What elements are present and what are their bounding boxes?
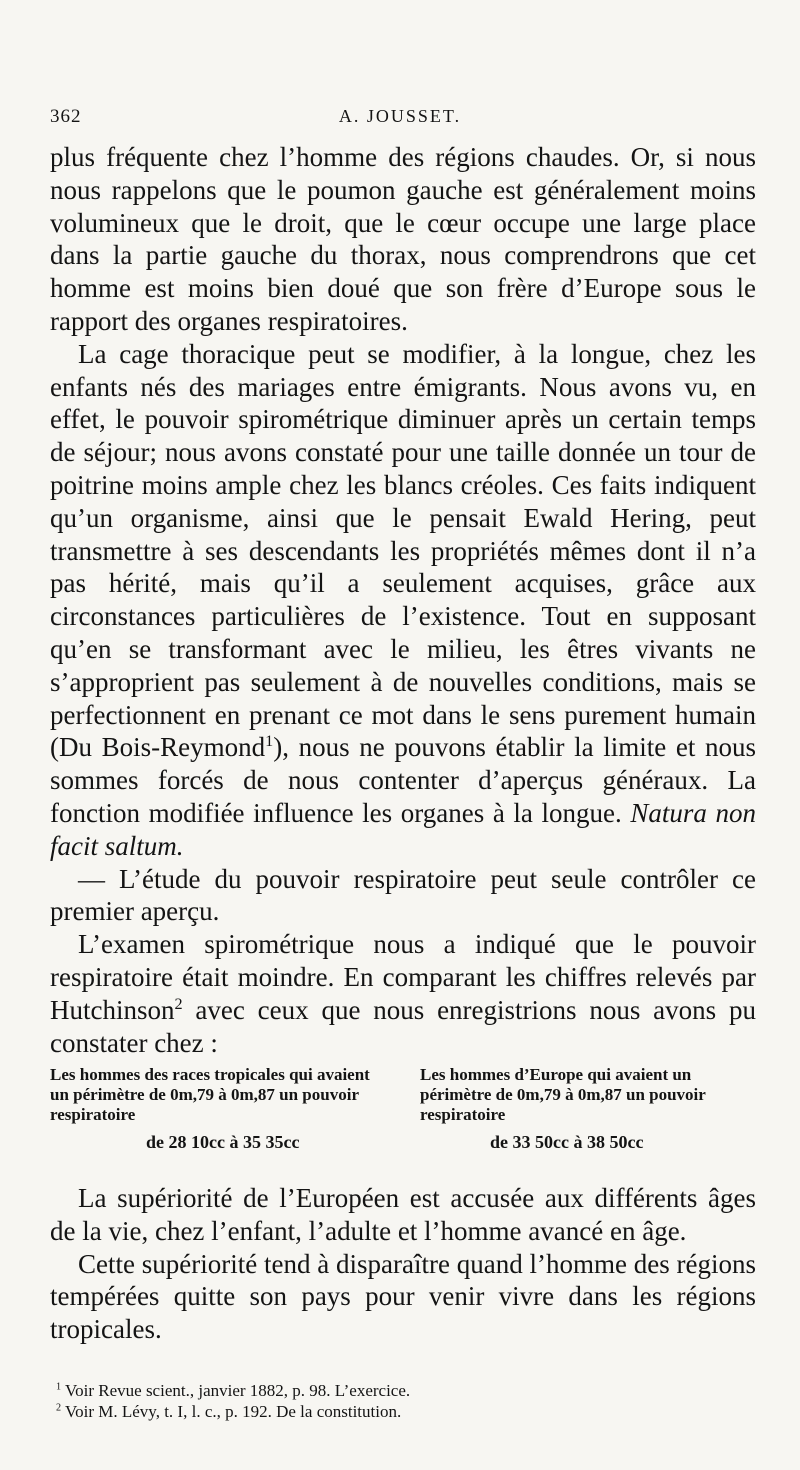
comparison-right-value: de 33 50cc à 38 50cc [490,1132,644,1152]
page-header [50,106,750,136]
main-text [50,141,756,1059]
footnote-ref: 2 [174,994,183,1013]
closing-text [50,1182,756,1346]
footnote: $^1$ Voir Revue scient., janvier 1882, p. 98. L’exercice. [56,1381,411,1400]
footnotes [50,1380,756,1422]
footnote: $^2$ Voir M. Lévy, t. I, l. c., p. 192. De la constitution. [56,1402,402,1421]
comparison-right-text: Les hommes d’Europe qui avaient un périmètre de 0m,79 à 0m,87 un pouvoir respiratoire [420,1065,706,1124]
paragraph: Cette supériorité tend à disparaître quand l’homme des régions tempérées quitte son pays pour venir vivre dans les régions tropicales. [50,1248,756,1345]
paragraph: La supériorité de l’Européen est accusée aux différents âges de la vie, chez l’enfant, l’adulte et l’homme avancé en âge. [50,1183,756,1246]
running-title: A. JOUSSET. [338,106,462,126]
paragraph: plus fréquente chez l’homme des régions chaudes. Or, si nous nous rappelons que le poumon gauche est généralement moins volumineux que le droit, que le cœur occupe une large place dans la partie gauche du thorax, nous comprendrons que cet homme est moins bien doué que son frère d’Europe sous le rapport des organes respiratoires. [50,142,756,336]
comparison-left-text: Les hommes des races tropicales qui avaient un périmètre de 0m,79 à 0m,87 un pouvoir respiratoire [50,1065,370,1124]
latin-quote: Natura non facit saltum. [50,797,756,861]
comparison-right [420,1065,750,1152]
paragraph: — L’étude du pouvoir respiratoire peut seule contrôler ce premier aperçu. [50,863,756,927]
paragraph: La cage thoracique peut se modifier, à la longue, chez les enfants nés des mariages entre émigrants. Nous avons vu, en effet, le pouvoir spirométrique diminuer après un certain temps de séjour; nous avons constaté pour une taille donnée un tour de poitrine moins ample chez les blancs créoles. Ces faits indiquent qu’un organisme, ainsi que le pensait Ewald Hering, peut transmettre à ses descendants les propriétés mêmes dont il n’a pas hérité, mais qu’il a seulement acquises, grâce aux circonstances particulières de l’existence. Tout en supposant qu’en se transformant avec le milieu, les êtres vivants ne s’approprient pas seulement à de nouvelles conditions, mais se perfectionnent en prenant ce mot dans le sens purement humain (Du Bois-Reymond$^1$), nous ne pouvons établir la limite et nous sommes forcés de nous contenter d’aperçus généraux. La fonction modifiée influence les organes à la longue. Natura non facit saltum. [50,338,756,861]
comparison-left-value: de 28 10cc à 35 35cc [146,1132,300,1152]
comparison-left [50,1065,380,1152]
page-number: 362 [50,106,82,127]
footnote-ref: 1 [265,732,274,751]
paragraph: L’examen spirométrique nous a indiqué que le pouvoir respiratoire était moindre. En comparant les chiffres relevés par Hutchinson$^2$ avec ceux que nous enregistrions nous avons pu constater chez : [50,929,756,1058]
comparison-table [50,1065,756,1165]
